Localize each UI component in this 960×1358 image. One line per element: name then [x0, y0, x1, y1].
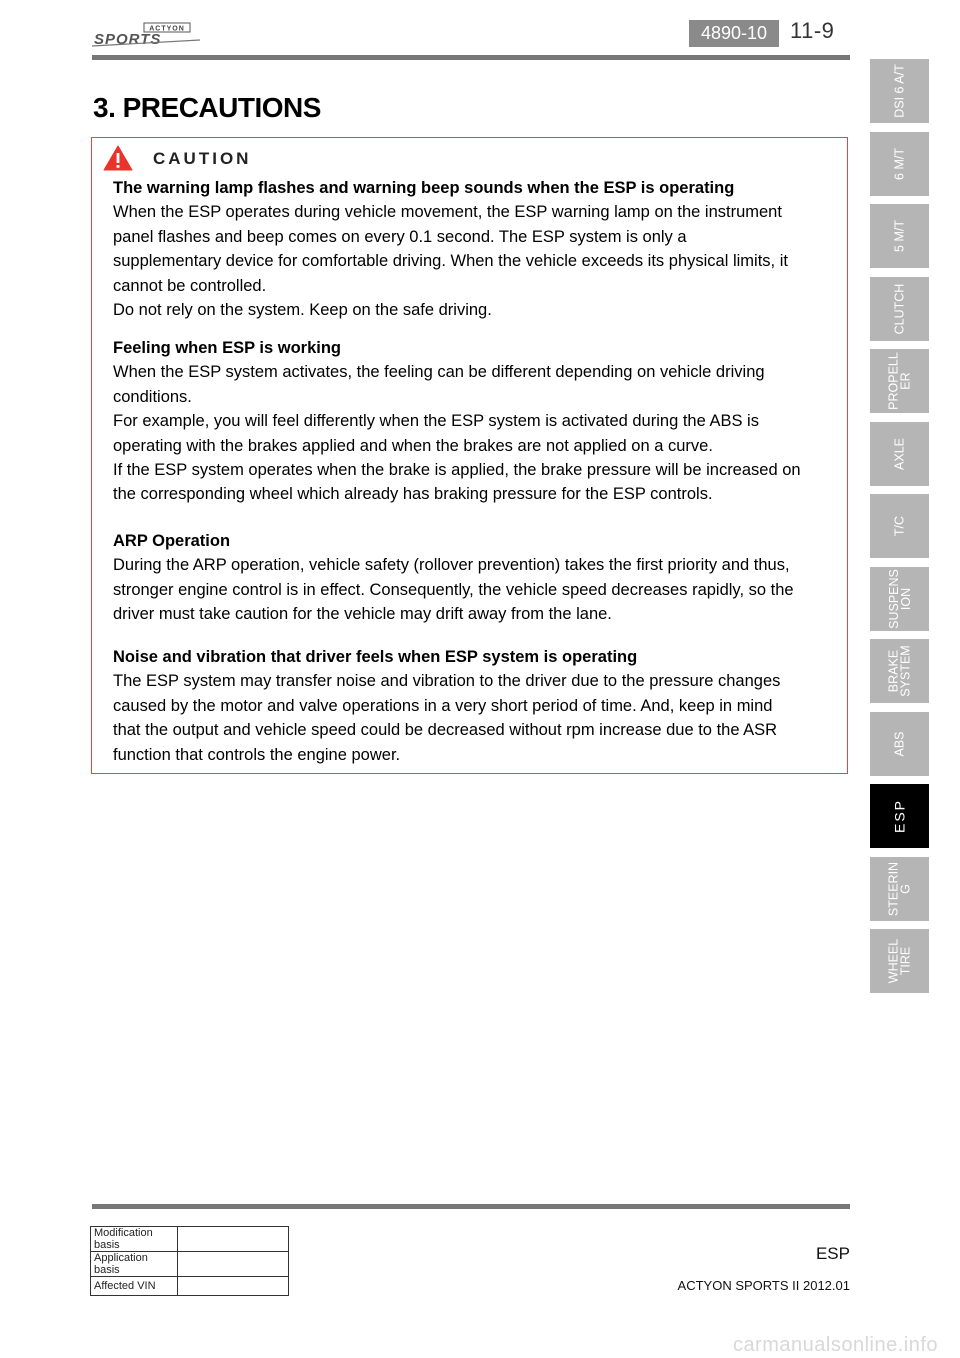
tab-tc[interactable] — [870, 494, 929, 558]
paragraph-heading: ARP Operation — [113, 532, 231, 550]
svg-text:ACTYON: ACTYON — [149, 25, 185, 33]
tab-wheel-tire[interactable] — [870, 929, 929, 993]
tab-esp[interactable] — [870, 784, 929, 848]
document-code-badge: 4890-10 — [689, 20, 779, 47]
tab-suspension[interactable] — [870, 567, 929, 631]
tab-label: DSI 6 A/T — [892, 64, 907, 118]
caution-box — [91, 137, 848, 774]
section-title: 3. PRECAUTIONS — [93, 92, 321, 123]
tab-5-mt[interactable] — [870, 204, 929, 268]
svg-text:SPORTS: SPORTS — [94, 31, 162, 48]
footer-model: ACTYON SPORTS II 2012.01 — [677, 1278, 850, 1293]
basis-value — [178, 1277, 289, 1296]
tab-label: 6 M/T — [892, 148, 907, 180]
tab-dsi-6-at[interactable] — [870, 59, 929, 123]
tab-label: ABS — [892, 731, 907, 757]
header-rule — [92, 55, 850, 60]
tab-abs[interactable] — [870, 712, 929, 776]
tab-label: STEERIN G — [886, 861, 913, 917]
table-row — [91, 1227, 289, 1252]
actyon-sports-logo — [92, 22, 204, 48]
paragraph-text: The ESP system may transfer noise and vibration to the driver due to the pressure changes caused by the motor and valve operations in a very short period of time. And, keep in mind that the output and vehicle speed could be decreased without rpm increase due to the ASR function that controls the engine power. — [113, 672, 781, 764]
page-number: 11-9 — [790, 18, 835, 43]
tab-6-mt[interactable] — [870, 132, 929, 196]
caution-paragraph — [113, 336, 803, 507]
tab-label: SUSPENS ION — [886, 569, 913, 629]
footer-section-name: ESP — [815, 1244, 850, 1263]
paragraph-heading: Noise and vibration that driver feels when ESP system is operating — [113, 648, 638, 666]
basis-label: Affected VIN — [91, 1277, 178, 1296]
tab-label: BRAKE SYSTEM — [886, 645, 913, 697]
watermark: carmanualsonline.info — [732, 1334, 938, 1356]
table-row — [91, 1252, 289, 1277]
paragraph-text: When the ESP operates during vehicle movement, the ESP warning lamp on the instrument panel flashes and beep comes on every 0.1 second. The ESP system is only a supplementary device for comfortable driving. When the vehicle exceeds its physical limits, it cannot be controlled. Do not rely on the system. Keep on the safe driving. — [113, 203, 788, 320]
tab-label: WHEEL TIRE — [886, 938, 913, 984]
paragraph-heading: Feeling when ESP is working — [113, 339, 341, 357]
tab-label: ESP — [891, 799, 908, 834]
caution-label: CAUTION — [153, 149, 252, 168]
warning-triangle-icon — [103, 145, 133, 171]
tab-axle[interactable] — [870, 422, 929, 486]
tab-label: 5 M/T — [892, 220, 907, 252]
table-row — [91, 1277, 289, 1296]
caution-paragraph — [113, 176, 803, 322]
tab-clutch[interactable] — [870, 277, 929, 341]
footer-rule — [92, 1204, 850, 1209]
tab-label: AXLE — [892, 438, 907, 470]
paragraph-text: When the ESP system activates, the feeling can be different depending on vehicle driving conditions. For example, you will feel differently when the ESP system is activated during the ABS is operating with the brakes applied and when the brakes are not applied on a curve. If the ESP system operates when the brake is applied, the brake pressure will be increased on the corresponding wheel which already has braking pressure for the ESP controls. — [113, 363, 801, 504]
caution-paragraph — [113, 529, 803, 627]
tab-label: T/C — [892, 515, 907, 537]
basis-value — [178, 1252, 289, 1277]
caution-paragraph — [113, 645, 803, 767]
tab-label: PROPELL ER — [886, 352, 913, 410]
basis-value — [178, 1227, 289, 1252]
tab-label: CLUTCH — [892, 283, 907, 335]
basis-label: Application basis — [91, 1252, 178, 1277]
paragraph-text: During the ARP operation, vehicle safety (rollover prevention) takes the first priority and thus, stronger engine control is in effect. Consequently, the vehicle speed decreases rapidly, so the driver must take caution for the vehicle may drift away from the lane. — [113, 556, 794, 624]
paragraph-heading: The warning lamp flashes and warning beep sounds when the ESP is operating — [113, 179, 735, 197]
basis-table — [90, 1226, 289, 1296]
tab-steering[interactable] — [870, 857, 929, 921]
tab-propeller[interactable] — [870, 349, 929, 413]
basis-label: Modification basis — [91, 1227, 178, 1252]
tab-brake-system[interactable] — [870, 639, 929, 703]
